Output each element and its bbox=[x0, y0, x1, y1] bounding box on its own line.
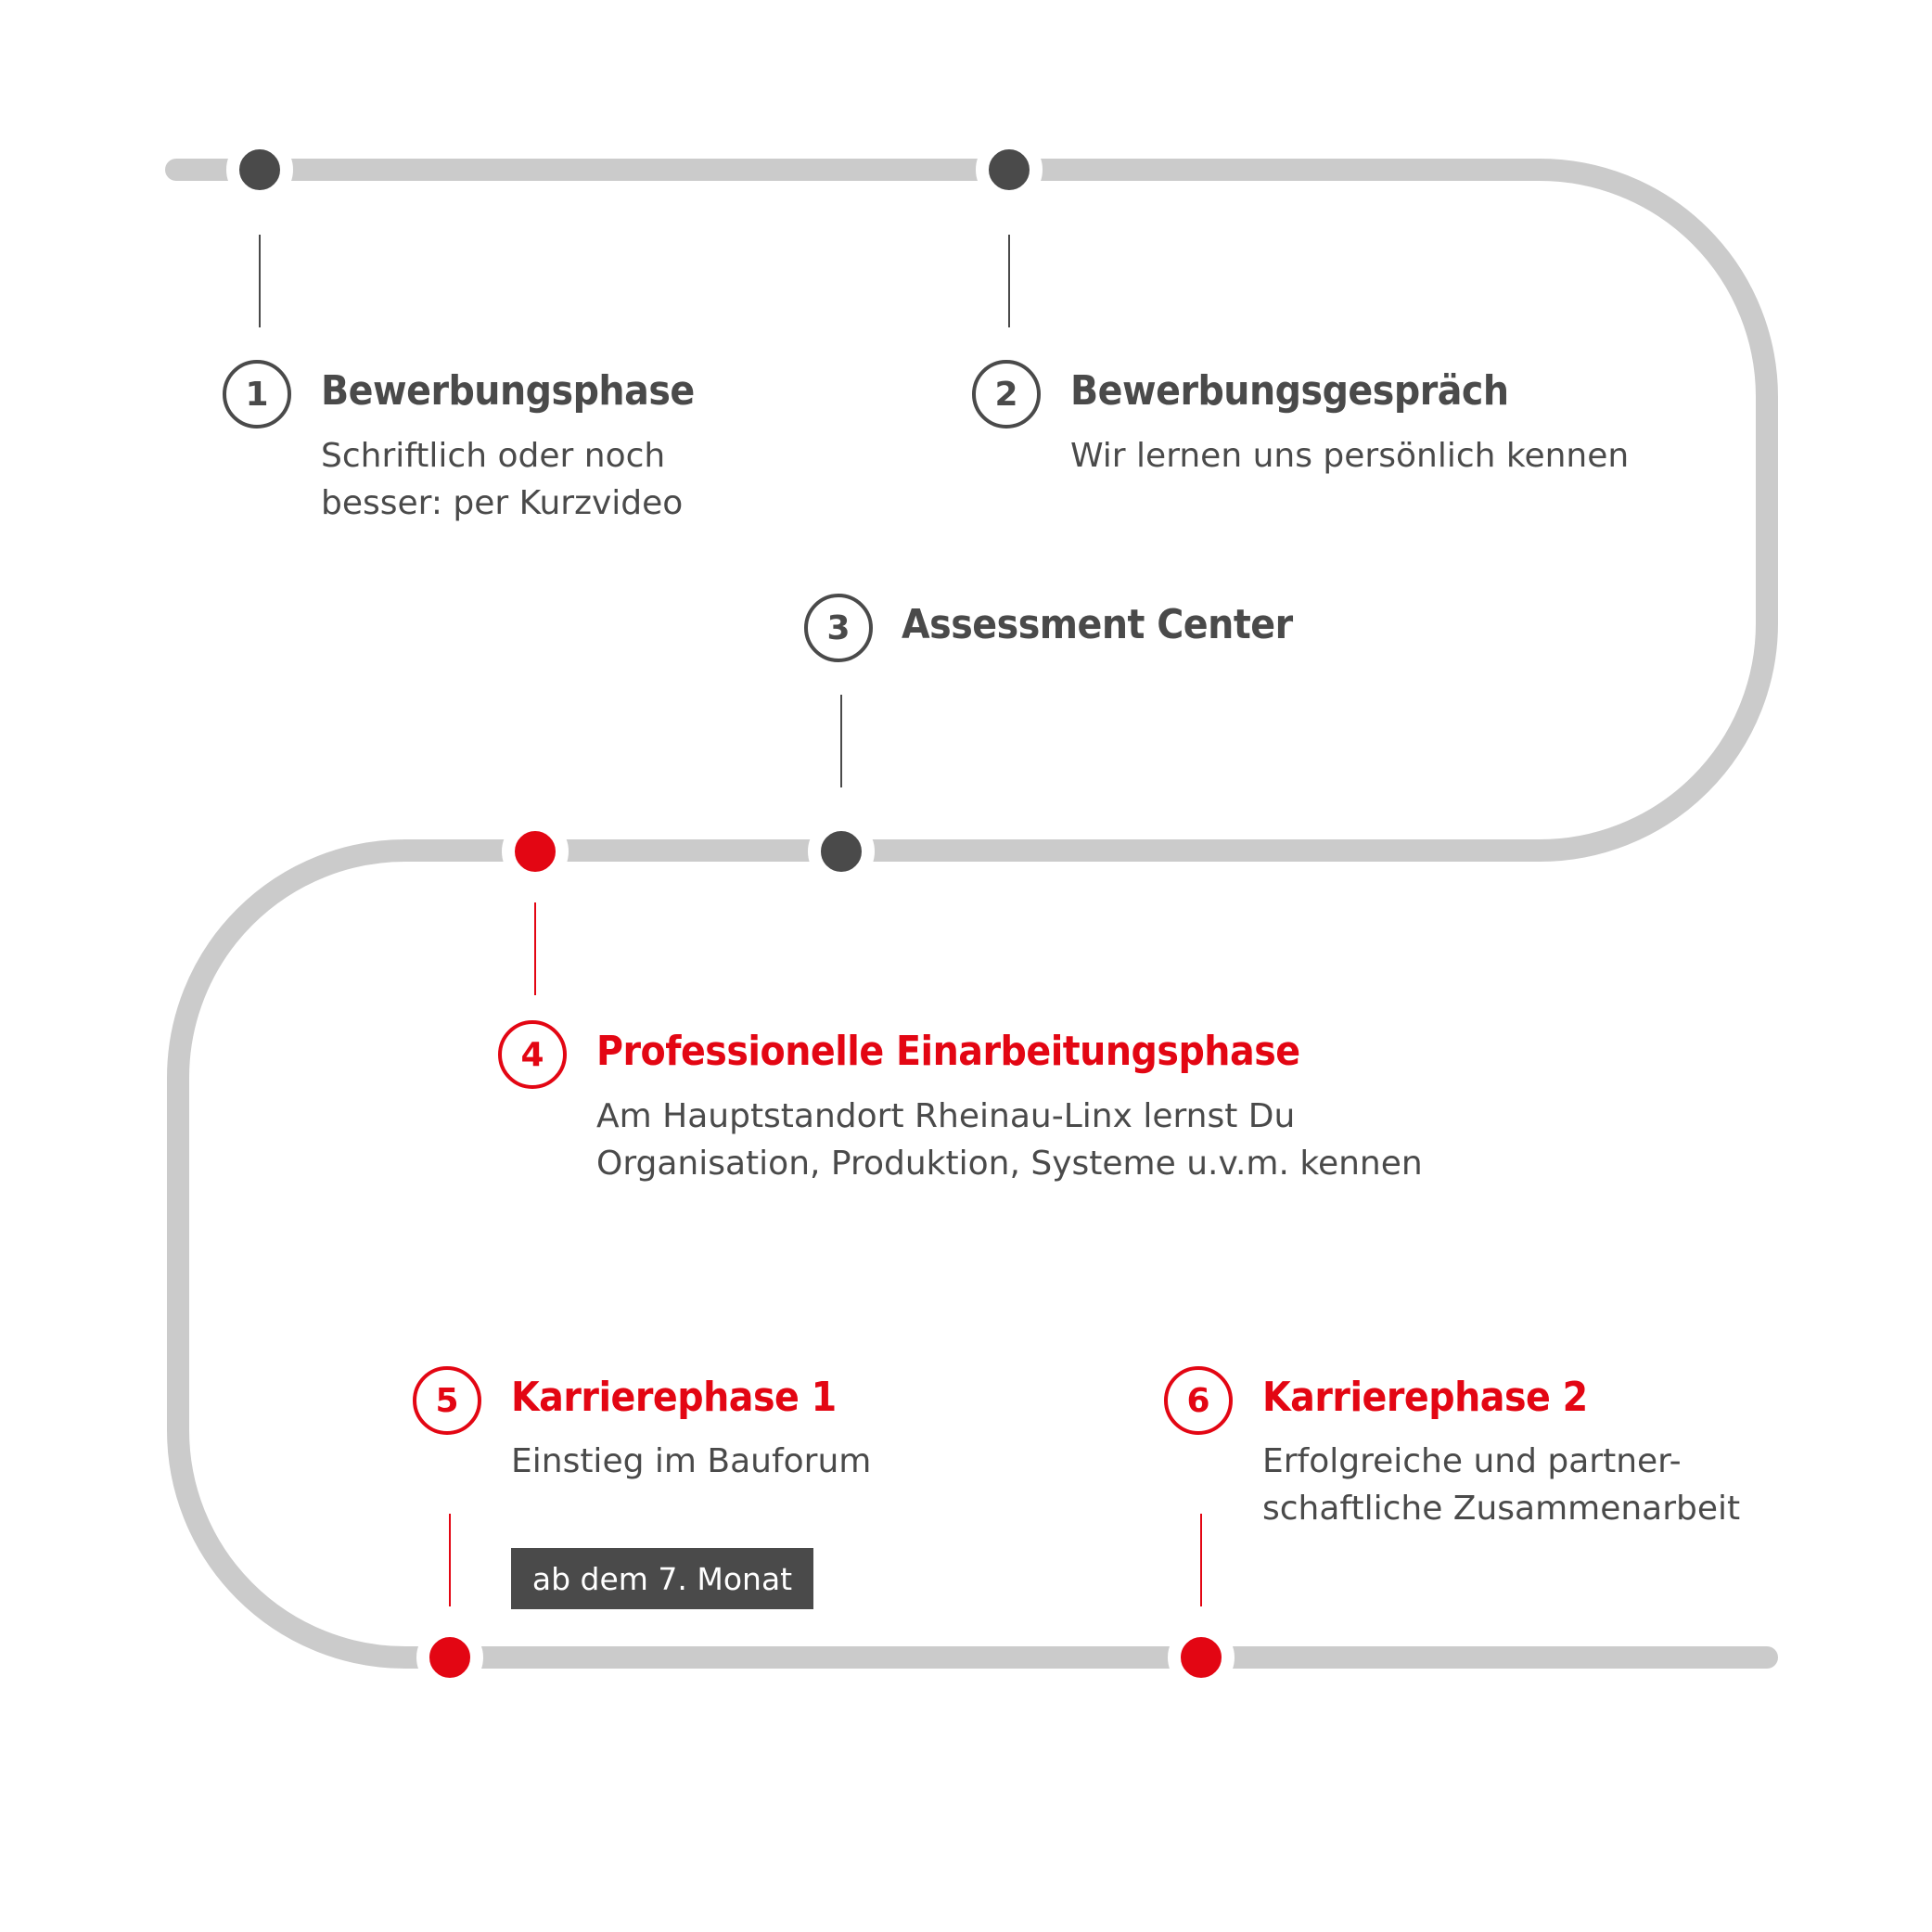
step-title-5: Karrierephase 1 bbox=[511, 1374, 837, 1421]
timing-badge: ab dem 7. Monat bbox=[511, 1548, 813, 1609]
step-description-6 bbox=[1262, 1438, 1740, 1532]
step-description-4-line-1: Am Hauptstandort Rheinau-Linx lernst Du bbox=[596, 1097, 1296, 1135]
step-description-2 bbox=[1070, 432, 1629, 480]
station-dot-4 bbox=[508, 825, 562, 878]
step-title-6: Karrierephase 2 bbox=[1262, 1374, 1588, 1421]
step-title-2: Bewerbungsgespräch bbox=[1070, 367, 1509, 415]
station-dot-1 bbox=[233, 143, 287, 197]
step-description-6-line-1: Erfolgreiche und partner- bbox=[1262, 1442, 1682, 1480]
step-number-6: 6 bbox=[1164, 1366, 1233, 1435]
step-number-4: 4 bbox=[498, 1020, 567, 1089]
step-description-5 bbox=[511, 1438, 871, 1485]
step-number-2: 2 bbox=[972, 360, 1041, 429]
step-number-3: 3 bbox=[804, 594, 873, 662]
step-description-5-line-1: Einstieg im Bauforum bbox=[511, 1442, 872, 1480]
station-dot-6 bbox=[1174, 1631, 1228, 1684]
station-dot-3 bbox=[814, 825, 868, 878]
step-description-1-line-1: Schriftlich oder noch bbox=[321, 437, 666, 475]
step-title-4: Professionelle Einarbeitungsphase bbox=[596, 1028, 1300, 1075]
step-title-3: Assessment Center bbox=[902, 601, 1293, 648]
step-description-2-line-1: Wir lernen uns persönlich kennen bbox=[1070, 437, 1630, 475]
step-number-1: 1 bbox=[223, 360, 291, 429]
step-description-4 bbox=[596, 1093, 1423, 1187]
station-dot-5 bbox=[423, 1631, 477, 1684]
step-description-1 bbox=[321, 432, 683, 527]
step-description-6-line-2: schaftliche Zusammenarbeit bbox=[1262, 1490, 1741, 1528]
step-description-4-line-2: Organisation, Produktion, Systeme u.v.m. kennen bbox=[596, 1145, 1423, 1183]
step-description-1-line-2: besser: per Kurzvideo bbox=[321, 484, 684, 522]
step-title-1: Bewerbungsphase bbox=[321, 367, 695, 415]
station-dot-2 bbox=[982, 143, 1036, 197]
step-number-5: 5 bbox=[413, 1366, 481, 1435]
